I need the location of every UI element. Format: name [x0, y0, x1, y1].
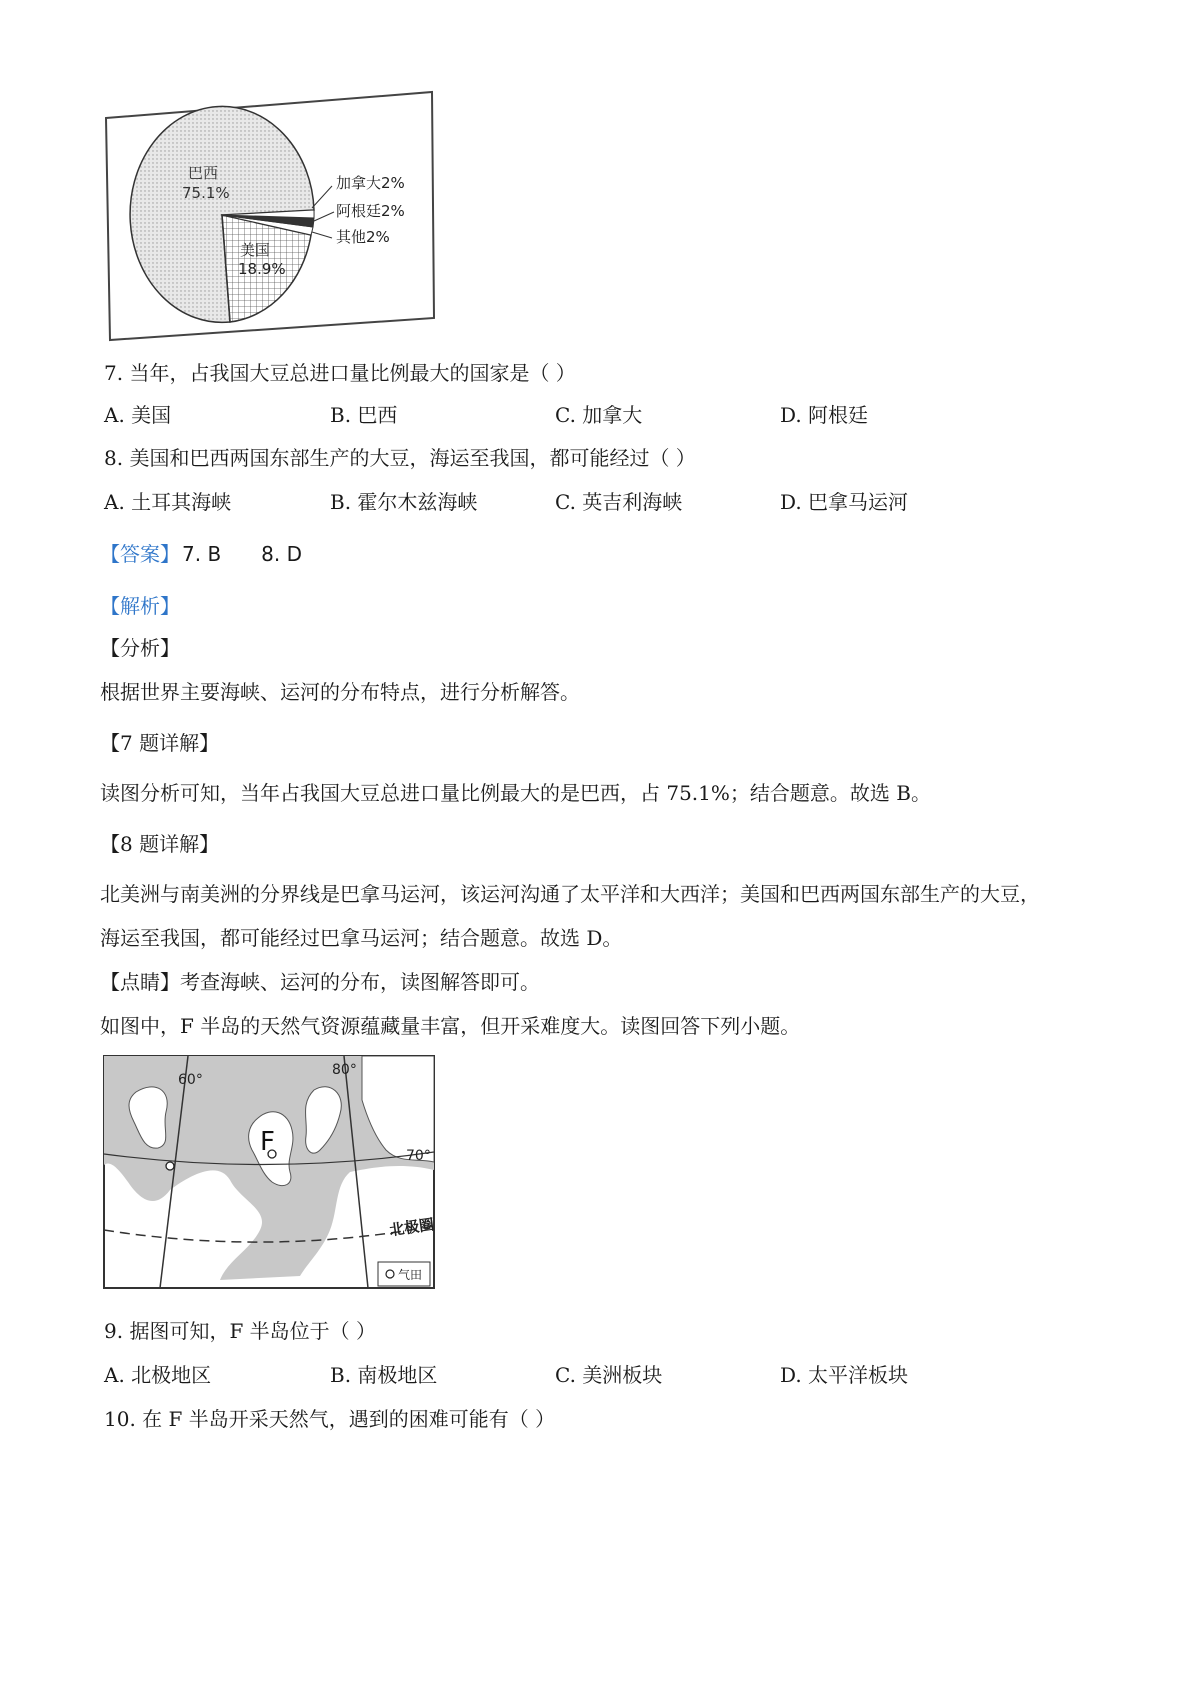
fenxi-text: 根据世界主要海峡、运河的分布特点，进行分析解答。 — [100, 680, 580, 704]
question-8-option-b: B. 霍尔木兹海峡 — [330, 490, 478, 514]
question-9-option-b: B. 南极地区 — [330, 1363, 438, 1387]
answer-8: 8. D — [261, 542, 303, 566]
question-7-option-d: D. 阿根廷 — [780, 403, 869, 427]
legend-gas-field-icon — [386, 1270, 394, 1278]
detail-8-text-line2: 海运至我国，都可能经过巴拿马运河；结合题意。故选 D。 — [100, 926, 623, 950]
parallel-70-label: 70° — [406, 1148, 431, 1164]
question-10-stem: 10. 在 F 半岛开采天然气，遇到的困难可能有（ ） — [104, 1407, 556, 1431]
dianjing-label: 【点睛】 — [100, 970, 180, 994]
question-9-stem: 9. 据图可知，F 半岛位于（ ） — [104, 1319, 377, 1343]
soybean-import-pie-figure — [100, 90, 440, 345]
pie-label-usa-value: 18.9% — [238, 260, 286, 278]
pie-label-argentina: 阿根廷2% — [336, 202, 405, 220]
answer-7: 7. B — [182, 542, 222, 566]
question-8-option-d: D. 巴拿马运河 — [780, 490, 909, 514]
answer-line — [100, 538, 302, 567]
question-9-option-a: A. 北极地区 — [104, 1363, 212, 1387]
peninsula-f-label: F — [260, 1127, 275, 1157]
gas-field-marker — [166, 1162, 174, 1170]
detail-8-text-line1: 北美洲与南美洲的分界线是巴拿马运河，该运河沟通了太平洋和大西洋；美国和巴西两国东部生产的大豆， — [100, 882, 1040, 906]
meridian-80-label: 80° — [332, 1062, 357, 1078]
analysis-label: 【解析】 — [100, 594, 180, 618]
pie-label-brazil-name: 巴西 — [188, 164, 219, 182]
question-8-option-a: A. 土耳其海峡 — [104, 490, 232, 514]
dianjing-line — [100, 966, 540, 995]
question-7-option-c: C. 加拿大 — [555, 403, 643, 427]
question-8-option-c: C. 英吉利海峡 — [555, 490, 683, 514]
dianjing-text: 考查海峡、运河的分布，读图解答即可。 — [180, 970, 540, 994]
arctic-circle-label: 北极圈 — [388, 1215, 436, 1240]
question-7-option-a: A. 美国 — [104, 403, 172, 427]
intro-question-group-2: 如图中，F 半岛的天然气资源蕴藏量丰富，但开采难度大。读图回答下列小题。 — [100, 1014, 801, 1038]
question-8-stem: 8. 美国和巴西两国东部生产的大豆，海运至我国，都可能经过（ ） — [104, 446, 696, 470]
question-9-option-c: C. 美洲板块 — [555, 1363, 663, 1387]
question-7-option-b: B. 巴西 — [330, 403, 398, 427]
pie-label-canada: 加拿大2% — [336, 174, 405, 192]
question-7-stem: 7. 当年，占我国大豆总进口量比例最大的国家是（ ） — [104, 361, 576, 385]
pie-label-brazil-value: 75.1% — [182, 184, 230, 202]
detail-7-label: 【7 题详解】 — [100, 731, 220, 755]
pie-label-others: 其他2% — [336, 228, 390, 246]
question-9-option-d: D. 太平洋板块 — [780, 1363, 909, 1387]
fenxi-label: 【分析】 — [100, 636, 180, 660]
detail-8-label: 【8 题详解】 — [100, 832, 220, 856]
legend-gas-field-label: 气田 — [398, 1268, 423, 1282]
detail-7-text: 读图分析可知，当年占我国大豆总进口量比例最大的是巴西，占 75.1%；结合题意。故选 B。 — [100, 781, 931, 805]
answer-label: 【答案】 — [100, 542, 180, 566]
peninsula-map-figure — [100, 1050, 440, 1295]
meridian-60-label: 60° — [178, 1072, 203, 1088]
pie-label-usa-name: 美国 — [240, 241, 271, 259]
